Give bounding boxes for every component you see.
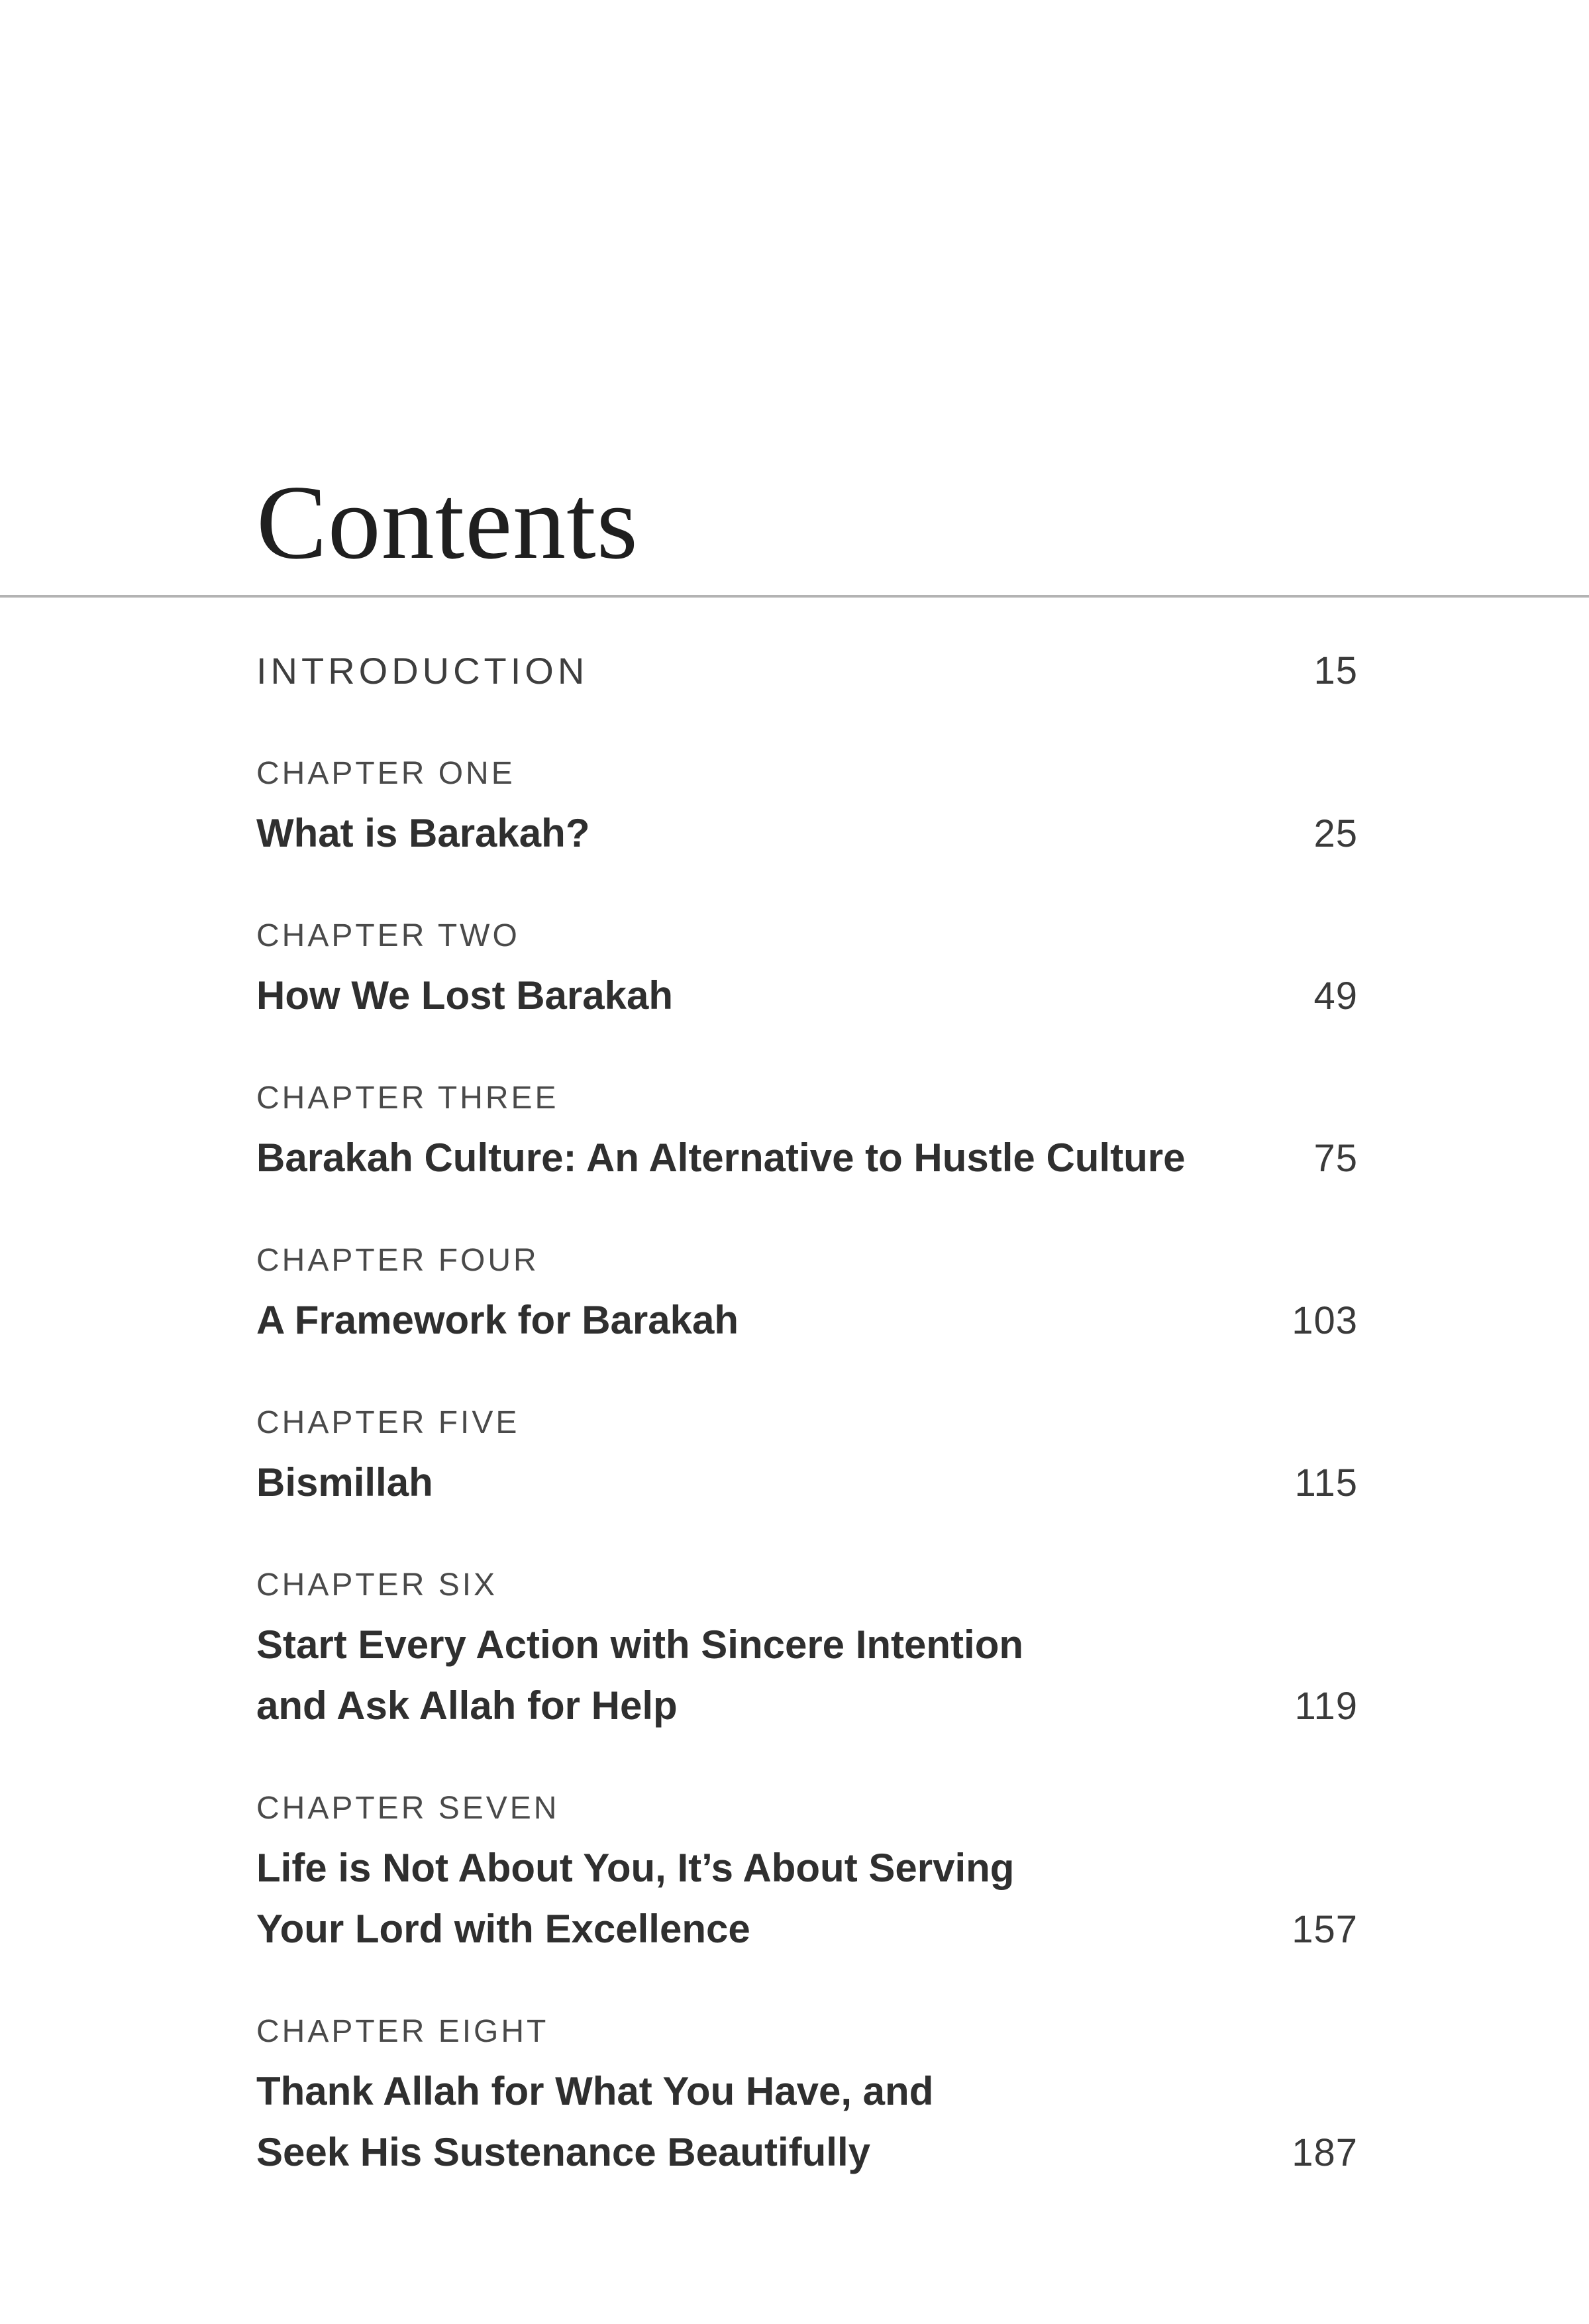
table-of-contents	[256, 648, 1358, 2237]
toc-entry	[256, 1080, 1358, 1189]
chapter-title-line	[256, 1128, 1358, 1189]
introduction-page-number: 15	[1313, 649, 1358, 692]
chapter-title-text: What is Barakah?	[256, 811, 590, 855]
chapter-title-line	[256, 2061, 1358, 2122]
chapter-title-text: Bismillah	[256, 1460, 433, 1505]
toc-entry	[256, 1404, 1358, 1514]
chapter-page-number: 49	[1313, 975, 1358, 1018]
toc-entry	[256, 1242, 1358, 1351]
chapter-title-text: Life is Not About You, It’s About Serving	[256, 1846, 1015, 1890]
chapter-title-text: Thank Allah for What You Have, and	[256, 2069, 934, 2113]
chapter-page-number: 119	[1294, 1685, 1358, 1728]
toc-entry	[256, 755, 1358, 865]
chapter-title-text: and Ask Allah for Help	[256, 1683, 678, 1728]
chapter-label: CHAPTER THREE	[256, 1081, 559, 1116]
chapter-title-line	[256, 1290, 1358, 1351]
introduction-label: INTRODUCTION	[256, 650, 589, 692]
chapter-title-line	[256, 1838, 1358, 1899]
chapter-page-number: 115	[1294, 1461, 1358, 1505]
chapter-title-text: Start Every Action with Sincere Intention	[256, 1622, 1023, 1667]
chapter-title-line	[256, 1452, 1358, 1514]
title-divider	[0, 595, 1589, 598]
toc-entry	[256, 918, 1358, 1027]
chapter-page-number: 157	[1292, 1908, 1358, 1951]
chapter-title-line	[256, 803, 1358, 865]
chapter-page-number: 25	[1313, 812, 1358, 855]
chapter-label: CHAPTER SEVEN	[256, 1791, 560, 1826]
chapter-title-text: How We Lost Barakah	[256, 973, 674, 1018]
chapter-title-line	[256, 2122, 1358, 2184]
toc-entries	[256, 755, 1358, 2184]
toc-entry	[256, 1567, 1358, 1737]
chapter-label: CHAPTER FOUR	[256, 1243, 539, 1278]
chapter-title-text: Seek His Sustenance Beautifully	[256, 2130, 871, 2174]
chapter-title-line	[256, 1614, 1358, 1675]
chapter-title-text: A Framework for Barakah	[256, 1298, 739, 1342]
chapter-title-line	[256, 1899, 1358, 1960]
chapter-title-line	[256, 965, 1358, 1027]
chapter-label: CHAPTER FIVE	[256, 1405, 520, 1440]
chapter-page-number: 75	[1313, 1137, 1358, 1180]
toc-entry	[256, 2013, 1358, 2184]
page-title: Contents	[256, 463, 639, 581]
chapter-title-text: Barakah Culture: An Alternative to Hustle Culture	[256, 1136, 1186, 1180]
chapter-label: CHAPTER ONE	[256, 756, 515, 791]
toc-entry-introduction	[256, 648, 1358, 694]
chapter-title-text: Your Lord with Excellence	[256, 1907, 750, 1951]
chapter-title-line	[256, 1675, 1358, 1737]
chapter-label: CHAPTER EIGHT	[256, 2014, 549, 2049]
chapter-label: CHAPTER SIX	[256, 1567, 498, 1603]
chapter-label: CHAPTER TWO	[256, 918, 520, 953]
chapter-page-number: 103	[1292, 1299, 1358, 1342]
toc-entry	[256, 1790, 1358, 1960]
chapter-page-number: 187	[1292, 2131, 1358, 2174]
